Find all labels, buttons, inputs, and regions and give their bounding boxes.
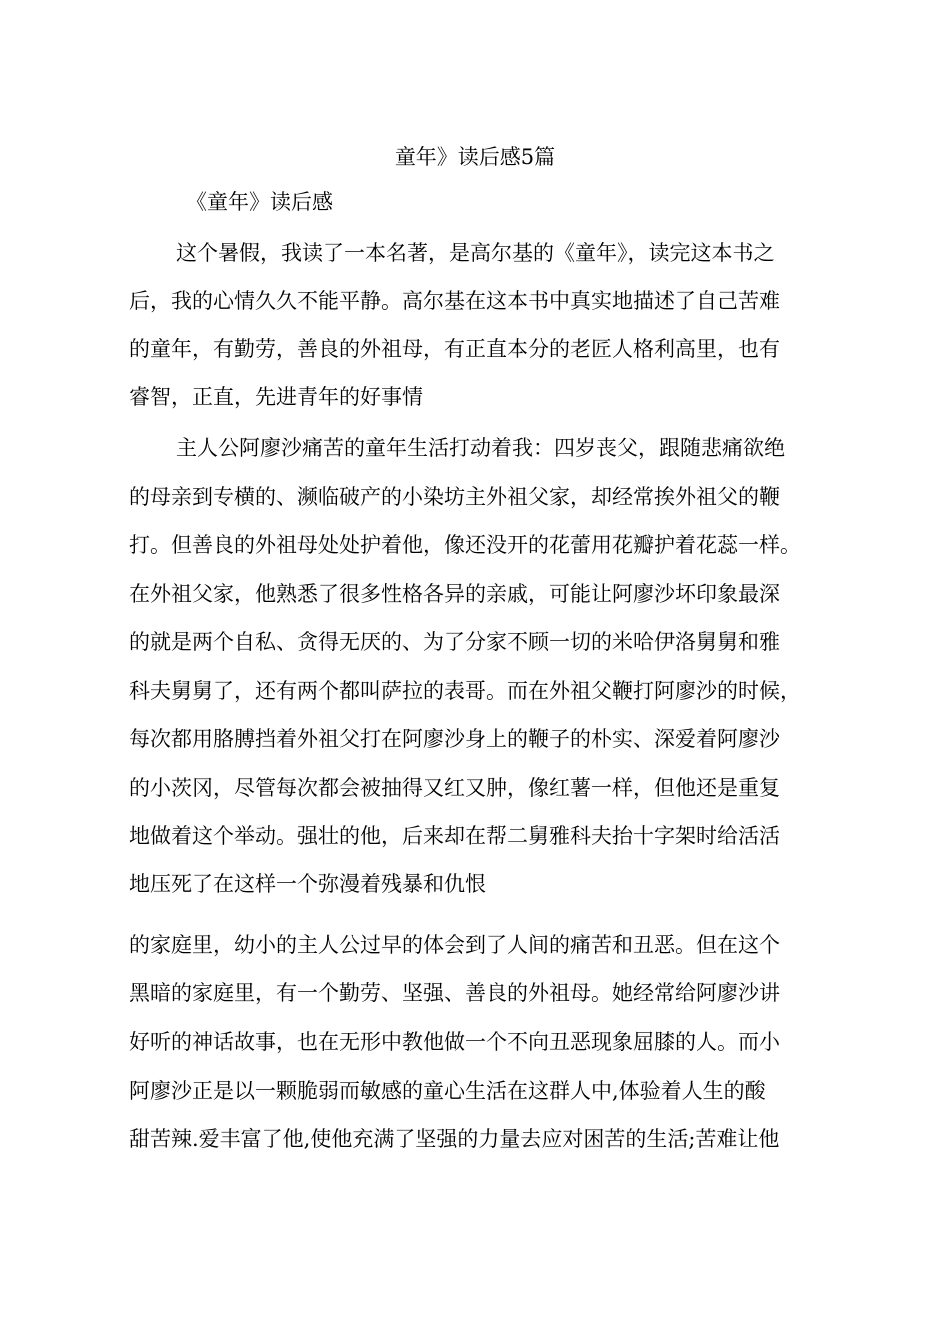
text-line: 主人公阿廖沙痛苦的童年生活打动着我：四岁丧父，跟随悲痛欲绝 — [176, 436, 785, 460]
document-title: 童年》读后感5篇 — [394, 145, 556, 169]
text-line: 睿智，正直，先进青年的好事情 — [129, 385, 423, 409]
text-line: 科夫舅舅了，还有两个都叫萨拉的表哥。而在外祖父鞭打阿廖沙的时候， — [129, 679, 801, 703]
text-line: 黑暗的家庭里，有一个勤劳、坚强、善良的外祖母。她经常给阿廖沙讲 — [129, 981, 780, 1005]
text-line: 阿廖沙正是以一颗脆弱而敏感的童心生活在这群人中,体验着人生的酸 — [129, 1079, 766, 1103]
text-line: 每次都用胳膊挡着外祖父打在阿廖沙身上的鞭子的朴实、深爱着阿廖沙 — [129, 727, 780, 751]
text-line: 后，我的心情久久不能平静。高尔基在这本书中真实地描述了自己苦难 — [129, 289, 780, 313]
text-line: 好听的神话故事，也在无形中教他做一个不向丑恶现象屈膝的人。而小 — [129, 1030, 780, 1054]
text-line: 在外祖父家，他熟悉了很多性格各异的亲戚，可能让阿廖沙坏印象最深 — [129, 582, 780, 606]
document-subtitle: 《童年》读后感 — [186, 190, 333, 214]
text-line: 打。但善良的外祖母处处护着他，像还没开的花蕾用花瓣护着花蕊一样。 — [129, 533, 801, 557]
text-line: 甜苦辣.爱丰富了他,使他充满了坚强的力量去应对困苦的生活;苦难让他 — [129, 1127, 780, 1151]
text-line: 这个暑假，我读了一本名著，是高尔基的《童年》，读完这本书之 — [176, 241, 775, 265]
text-line: 的小茨冈，尽管每次都会被抽得又红又肿，像红薯一样，但他还是重复 — [129, 776, 780, 800]
text-line: 的童年，有勤劳，善良的外祖母，有正直本分的老匠人格利高里，也有 — [129, 337, 780, 361]
text-line: 的家庭里，幼小的主人公过早的体会到了人间的痛苦和丑恶。但在这个 — [129, 933, 780, 957]
text-line: 的就是两个自私、贪得无厌的、为了分家不顾一切的米哈伊洛舅舅和雅 — [129, 630, 780, 654]
text-line: 的母亲到专横的、濒临破产的小染坊主外祖父家，却经常挨外祖父的鞭 — [129, 485, 780, 509]
text-line: 地压死了在这样一个弥漫着残暴和仇恨 — [129, 872, 486, 896]
text-line: 地做着这个举动。强壮的他，后来却在帮二舅雅科夫抬十字架时给活活 — [129, 824, 780, 848]
